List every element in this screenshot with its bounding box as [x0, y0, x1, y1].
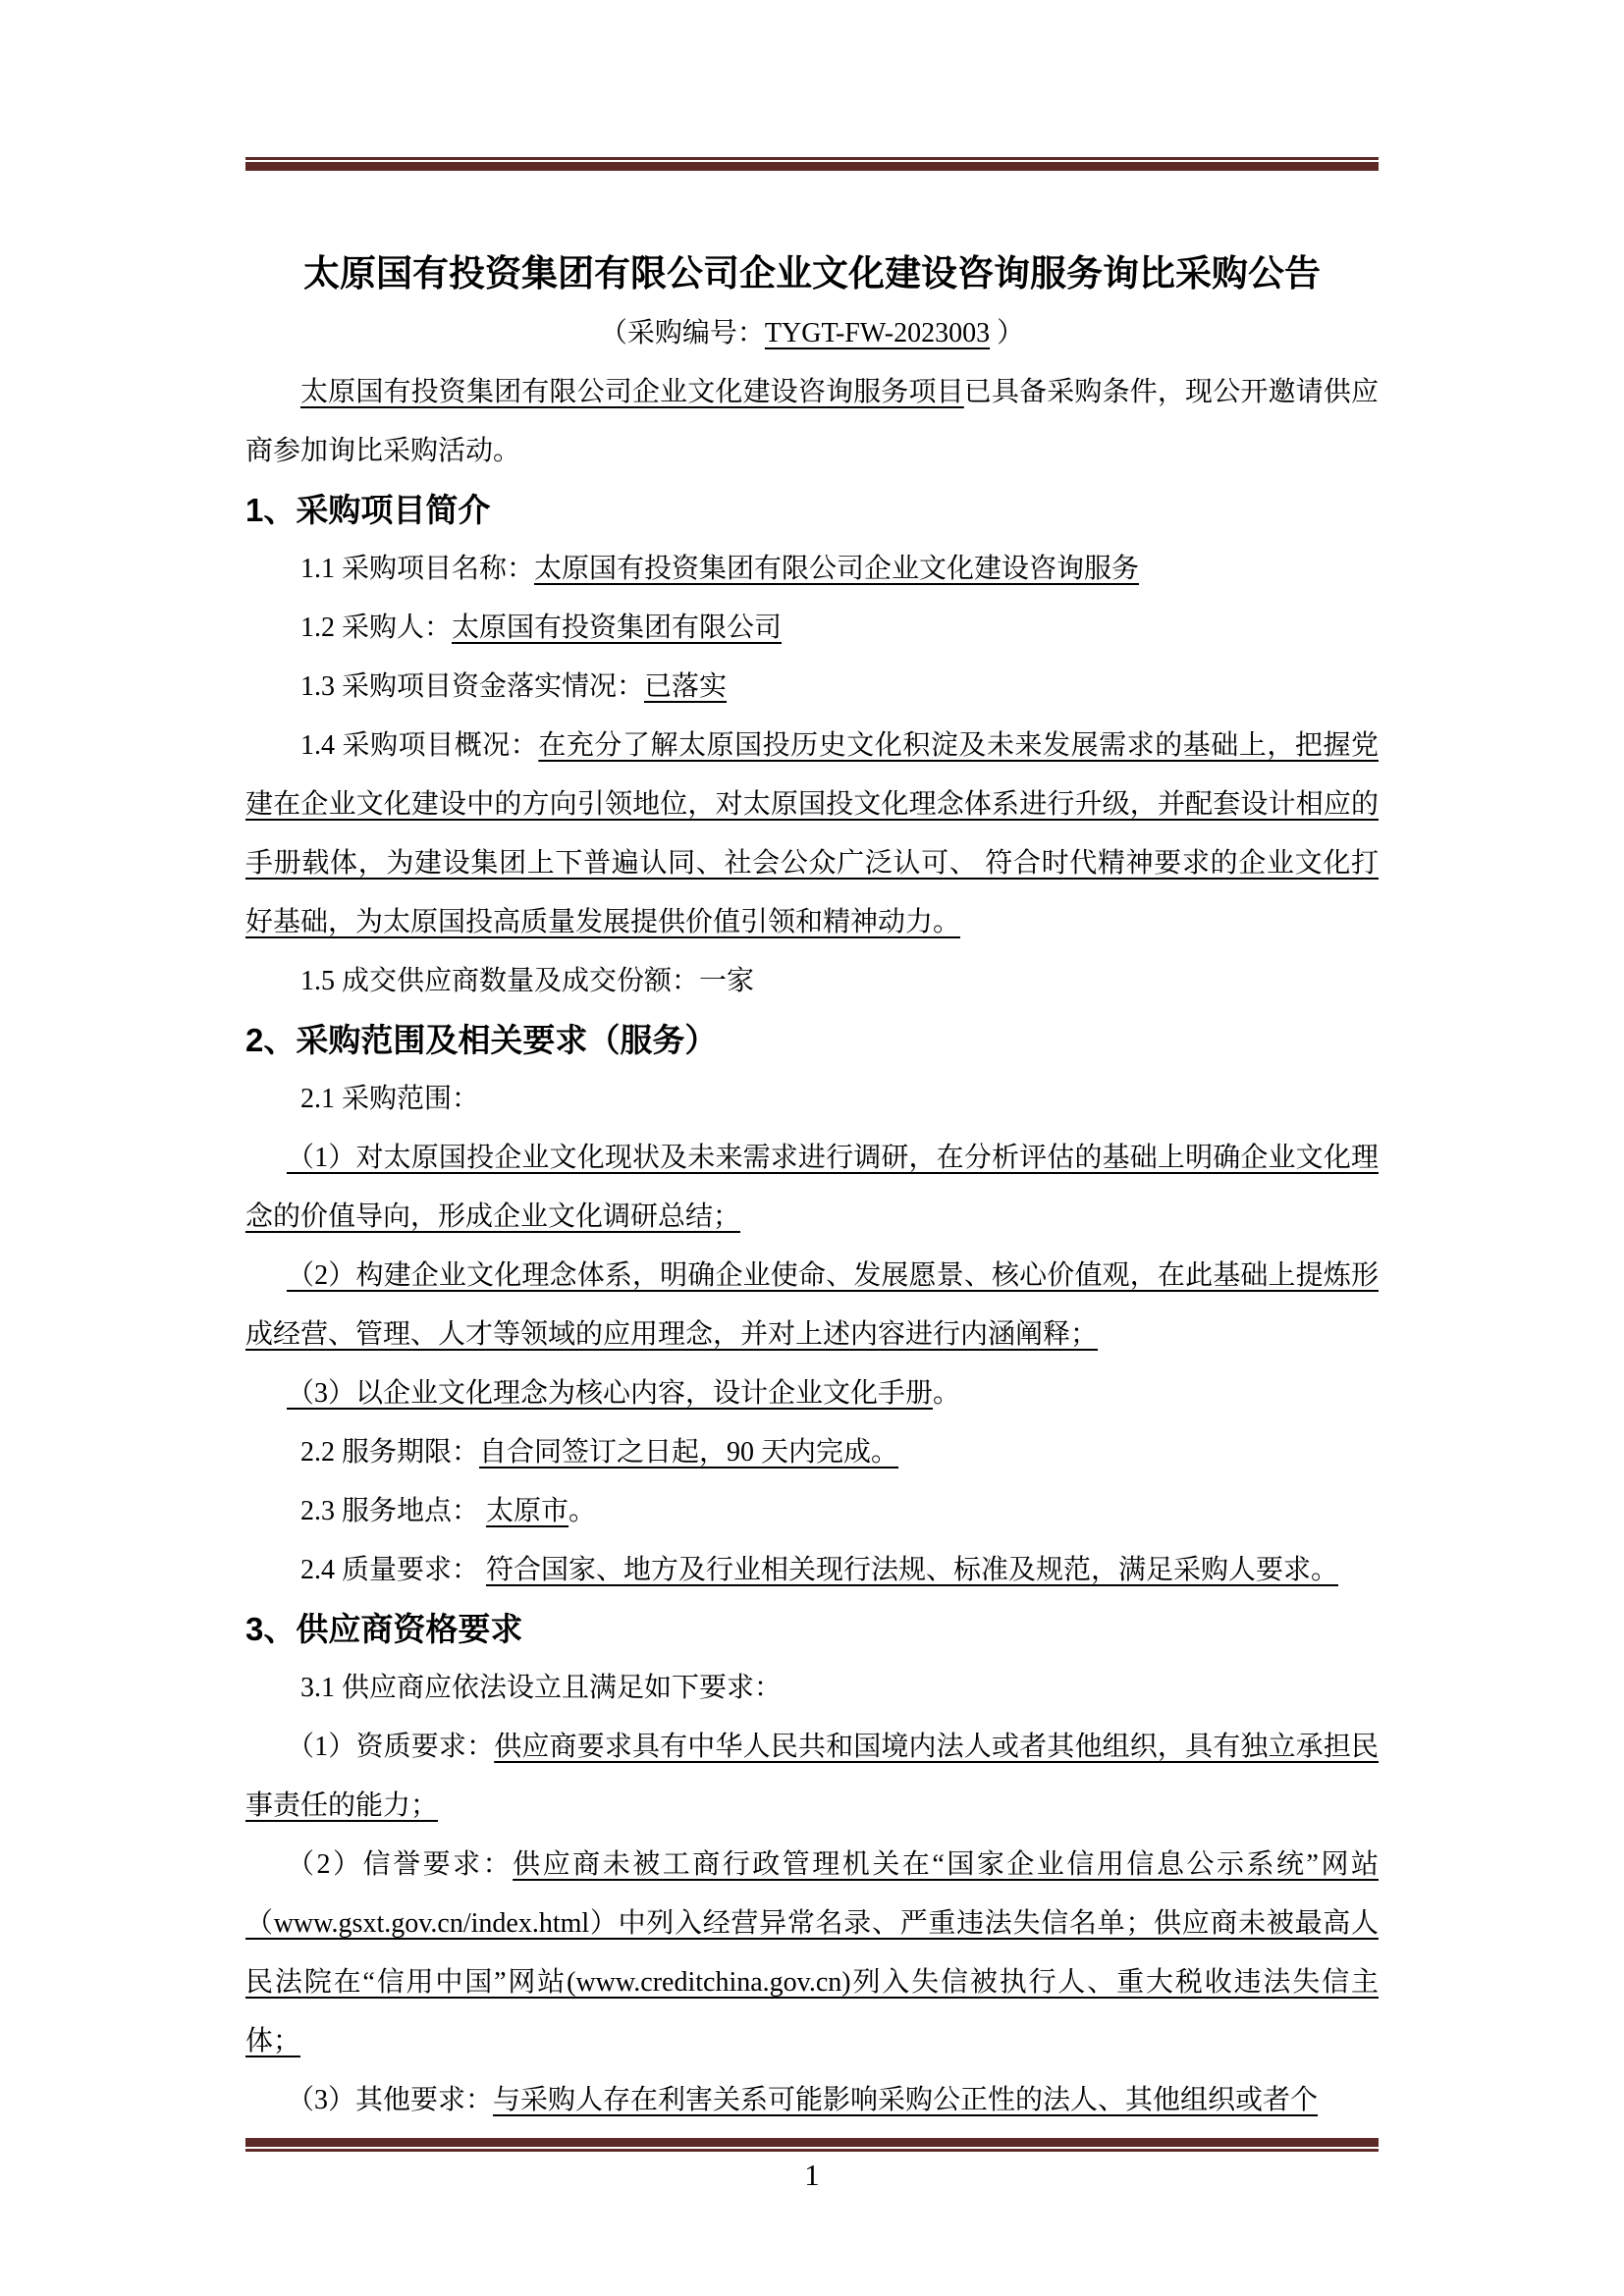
item-label: 1.5 成交供应商数量及成交份额：一家	[300, 966, 755, 996]
document-title: 太原国有投资集团有限公司企业文化建设咨询服务询比采购公告	[303, 254, 1321, 294]
item-label: （2）信誉要求：	[287, 1849, 514, 1880]
item-rest: 。	[568, 1496, 597, 1526]
item-value: 自合同签订之日起，90 天内完成。	[479, 1437, 899, 1468]
header-rule-thick	[245, 162, 1379, 171]
item-2-1-sub-1	[245, 1129, 1379, 1247]
item-value: 符合国家、地方及行业相关现行法规、标准及规范，满足采购人要求。	[486, 1555, 1339, 1585]
item-label: 3.1 供应商应依法设立且满足如下要求：	[300, 1673, 783, 1703]
item-rest: 。	[933, 1378, 961, 1409]
item-3-1	[245, 1659, 1379, 1718]
item-value: （2）构建企业文化理念体系，明确企业使命、发展愿景、核心价值观，在此基础上提炼形成经营、管理、人才等领域的应用理念，并对上述内容进行内涵阐释；	[245, 1260, 1379, 1350]
item-label: 2.1 采购范围：	[300, 1084, 480, 1114]
item-2-2	[245, 1423, 1379, 1482]
header-rule-thin	[245, 157, 1379, 160]
item-label: （3）其他要求：	[287, 2085, 494, 2115]
item-label: 1.3 采购项目资金落实情况：	[300, 671, 645, 702]
item-1-4	[245, 717, 1379, 952]
item-value: （3）以企业文化理念为核心内容，设计企业文化手册	[287, 1378, 934, 1409]
item-1-1	[245, 540, 1379, 599]
item-2-3	[245, 1482, 1379, 1541]
item-value: 太原国有投资集团有限公司	[452, 613, 783, 643]
item-2-1-sub-2	[245, 1247, 1379, 1364]
footer-rule-thin	[245, 2149, 1379, 2152]
item-3-1-sub-2	[245, 1836, 1379, 2071]
item-value: 太原市	[486, 1496, 569, 1526]
section-2-heading: 2、采购范围及相关要求（服务）	[245, 1022, 718, 1058]
document-content	[245, 245, 1379, 2130]
procurement-number-code: TYGT-FW-2023003	[764, 318, 991, 348]
item-value: （1）对太原国投企业文化现状及未来需求进行调研，在分析评估的基础上明确企业文化理念的价值导向，形成企业文化调研总结；	[245, 1143, 1379, 1232]
item-value: 太原国有投资集团有限公司企业文化建设咨询服务	[534, 554, 1140, 584]
item-value: 供应商要求具有中华人民共和国境内法人或者其他组织，具有独立承担民事责任的能力；	[245, 1732, 1379, 1821]
section-3-heading: 3、供应商资格要求	[245, 1611, 523, 1647]
intro-paragraph	[245, 363, 1379, 481]
intro-project-name: 太原国有投资集团有限公司企业文化建设咨询服务项目	[300, 377, 964, 407]
item-1-3	[245, 658, 1379, 717]
item-1-2	[245, 599, 1379, 658]
item-value: 已落实	[644, 671, 728, 702]
item-label: （1）资质要求：	[287, 1732, 495, 1762]
item-label: 2.4 质量要求：	[300, 1555, 487, 1585]
procurement-number-line	[245, 304, 1379, 363]
item-3-1-sub-3	[245, 2071, 1379, 2130]
item-label: 2.3 服务地点：	[300, 1496, 487, 1526]
procurement-number-suffix: ）	[990, 318, 1025, 348]
item-label: 2.2 服务期限：	[300, 1437, 480, 1468]
item-1-5	[245, 952, 1379, 1011]
intro-rest: 已具备采购条件，现公开邀请供应商参加询比采购活动。	[245, 377, 1379, 466]
item-2-4	[245, 1541, 1379, 1600]
item-label: 1.2 采购人：	[300, 613, 453, 643]
item-value: 在充分了解太原国投历史文化积淀及未来发展需求的基础上，把握党建在企业文化建设中的方向引领地位，对太原国投文化理念体系进行升级，并配套设计相应的手册载体，为建设集团上下普遍认同、社会公众广泛认可、 符合时代精神要求的企业文化打好基础，为太原国投高质量发展提供价值引领和精神动力。	[245, 730, 1379, 937]
item-3-1-sub-1	[245, 1718, 1379, 1836]
page-number: 1	[804, 2158, 820, 2192]
procurement-number-prefix: （采购编号：	[599, 318, 765, 348]
item-value: 与采购人存在利害关系可能影响采购公正性的法人、其他组织或者个	[493, 2085, 1319, 2115]
item-2-1	[245, 1070, 1379, 1129]
item-label: 1.1 采购项目名称：	[300, 554, 535, 584]
footer-rule-thick	[245, 2138, 1379, 2147]
item-value: 供应商未被工商行政管理机关在“国家企业信用信息公示系统”网站（www.gsxt.gov.cn/index.html）中列入经营异常名录、严重违法失信名单；供应商未被最高人民法院在“信用中国”网站(www.creditchina.gov.cn)列入失信被执行人、重大税收违法失信主体；	[245, 1849, 1379, 2056]
item-label: 1.4 采购项目概况：	[300, 730, 539, 761]
item-2-1-sub-3	[245, 1364, 1379, 1423]
section-1-heading: 1、采购项目简介	[245, 492, 491, 528]
